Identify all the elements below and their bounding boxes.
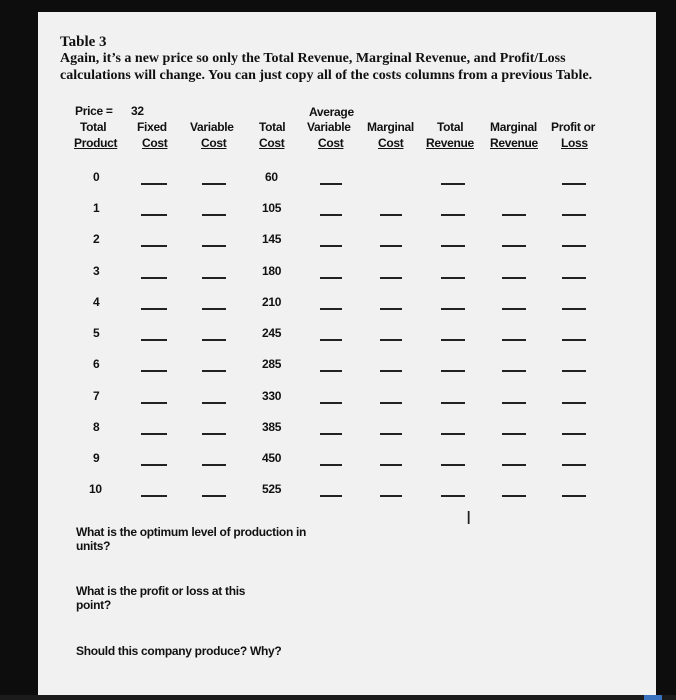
blank-answer-line-variable[interactable] bbox=[202, 308, 226, 310]
blank-answer-line-variable[interactable] bbox=[202, 339, 226, 341]
header-line: Average bbox=[309, 105, 354, 119]
blank-answer-line-avc[interactable] bbox=[320, 245, 342, 247]
question-profit-or-loss: What is the profit or loss at this point? bbox=[76, 584, 246, 612]
header-line: Total bbox=[437, 120, 464, 134]
total-product-cell: 5 bbox=[93, 326, 100, 340]
header-line: Product bbox=[74, 136, 118, 150]
total-cost-cell: 105 bbox=[262, 201, 282, 215]
taskbar-strip bbox=[0, 695, 676, 700]
header-line: Cost bbox=[142, 136, 168, 150]
blank-answer-line-tr[interactable] bbox=[441, 308, 465, 310]
blank-answer-line-pl[interactable] bbox=[562, 183, 586, 185]
blank-answer-line-tr[interactable] bbox=[441, 495, 465, 497]
blank-answer-line-avc[interactable] bbox=[320, 277, 342, 279]
blank-answer-line-avc[interactable] bbox=[320, 339, 342, 341]
blank-answer-line-pl[interactable] bbox=[562, 277, 586, 279]
total-product-cell: 3 bbox=[93, 264, 100, 278]
blank-answer-line-avc[interactable] bbox=[320, 402, 342, 404]
total-cost-cell: 285 bbox=[262, 357, 282, 371]
blank-answer-line-fixed[interactable] bbox=[141, 495, 167, 497]
blank-answer-line-fixed[interactable] bbox=[141, 214, 167, 216]
blank-answer-line-avc[interactable] bbox=[320, 183, 342, 185]
table-title: Table 3 bbox=[60, 34, 107, 50]
blank-answer-line-mr[interactable] bbox=[502, 495, 526, 497]
header-line: Cost bbox=[259, 136, 285, 150]
blank-answer-line-variable[interactable] bbox=[202, 277, 226, 279]
header-line: Variable bbox=[307, 120, 351, 134]
blank-answer-line-pl[interactable] bbox=[562, 433, 586, 435]
total-cost-cell: 145 bbox=[262, 232, 282, 246]
blank-answer-line-mr[interactable] bbox=[502, 214, 526, 216]
blank-answer-line-pl[interactable] bbox=[562, 214, 586, 216]
blank-answer-line-variable[interactable] bbox=[202, 402, 226, 404]
blank-answer-line-fixed[interactable] bbox=[141, 308, 167, 310]
blank-answer-line-mc[interactable] bbox=[380, 339, 402, 341]
total-product-cell: 7 bbox=[93, 389, 100, 403]
price-value: 32 bbox=[131, 104, 144, 118]
total-product-cell: 8 bbox=[93, 420, 100, 434]
blank-answer-line-tr[interactable] bbox=[441, 339, 465, 341]
header-line: Cost bbox=[318, 136, 344, 150]
blank-answer-line-mc[interactable] bbox=[380, 277, 402, 279]
blank-answer-line-fixed[interactable] bbox=[141, 277, 167, 279]
header-line: Marginal bbox=[367, 120, 414, 134]
header-line: Marginal bbox=[490, 120, 537, 134]
blank-answer-line-mr[interactable] bbox=[502, 308, 526, 310]
total-cost-cell: 525 bbox=[262, 482, 282, 496]
blank-answer-line-variable[interactable] bbox=[202, 245, 226, 247]
total-cost-cell: 180 bbox=[262, 264, 282, 278]
blank-answer-line-variable[interactable] bbox=[202, 370, 226, 372]
blank-answer-line-tr[interactable] bbox=[441, 402, 465, 404]
header-line: Loss bbox=[561, 136, 588, 150]
total-product-cell: 6 bbox=[93, 357, 100, 371]
total-cost-cell: 385 bbox=[262, 420, 282, 434]
header-line: Revenue bbox=[490, 136, 538, 150]
blank-answer-line-avc[interactable] bbox=[320, 495, 342, 497]
blank-answer-line-mc[interactable] bbox=[380, 308, 402, 310]
blank-answer-line-mr[interactable] bbox=[502, 464, 526, 466]
blank-answer-line-tr[interactable] bbox=[441, 245, 465, 247]
blank-answer-line-tr[interactable] bbox=[441, 370, 465, 372]
blank-answer-line-variable[interactable] bbox=[202, 464, 226, 466]
header-line: Cost bbox=[201, 136, 227, 150]
header-line: Total bbox=[259, 120, 286, 134]
blank-answer-line-mr[interactable] bbox=[502, 245, 526, 247]
total-product-cell: 10 bbox=[89, 482, 102, 496]
total-cost-cell: 450 bbox=[262, 451, 282, 465]
total-cost-cell: 245 bbox=[262, 326, 282, 340]
blank-answer-line-pl[interactable] bbox=[562, 245, 586, 247]
blank-answer-line-avc[interactable] bbox=[320, 370, 342, 372]
header-line: Cost bbox=[378, 136, 404, 150]
header-line: Fixed bbox=[137, 120, 167, 134]
blank-answer-line-avc[interactable] bbox=[320, 308, 342, 310]
header-line: Revenue bbox=[426, 136, 474, 150]
total-product-cell: 1 bbox=[93, 201, 100, 215]
blank-answer-line-fixed[interactable] bbox=[141, 245, 167, 247]
blank-answer-line-mc[interactable] bbox=[380, 245, 402, 247]
blank-answer-line-tr[interactable] bbox=[441, 433, 465, 435]
blank-answer-line-fixed[interactable] bbox=[141, 464, 167, 466]
blank-answer-line-mc[interactable] bbox=[380, 464, 402, 466]
blank-answer-line-avc[interactable] bbox=[320, 214, 342, 216]
table-instructions: Again, it’s a new price so only the Total Revenue, Marginal Revenue, and Profit/Loss calculations will change. You can just copy all of the costs columns from a previous Table. bbox=[60, 51, 593, 83]
blank-answer-line-mr[interactable] bbox=[502, 339, 526, 341]
blank-answer-line-fixed[interactable] bbox=[141, 370, 167, 372]
blank-answer-line-mr[interactable] bbox=[502, 370, 526, 372]
question-should-produce: Should this company produce? Why? bbox=[76, 644, 282, 658]
total-cost-cell: 210 bbox=[262, 295, 282, 309]
blank-answer-line-tr[interactable] bbox=[441, 464, 465, 466]
taskbar-indicator-icon bbox=[644, 695, 662, 700]
total-product-cell: 4 bbox=[93, 295, 100, 309]
text-cursor-icon: I bbox=[466, 508, 472, 529]
blank-answer-line-tr[interactable] bbox=[441, 277, 465, 279]
blank-answer-line-pl[interactable] bbox=[562, 339, 586, 341]
blank-answer-line-mc[interactable] bbox=[380, 402, 402, 404]
header-line: Variable bbox=[190, 120, 234, 134]
blank-answer-line-mc[interactable] bbox=[380, 433, 402, 435]
total-product-cell: 2 bbox=[93, 232, 100, 246]
blank-answer-line-tr[interactable] bbox=[441, 183, 465, 185]
blank-answer-line-mr[interactable] bbox=[502, 433, 526, 435]
blank-answer-line-tr[interactable] bbox=[441, 214, 465, 216]
blank-answer-line-avc[interactable] bbox=[320, 433, 342, 435]
header-line: Total bbox=[80, 120, 107, 134]
blank-answer-line-mc[interactable] bbox=[380, 214, 402, 216]
blank-answer-line-mr[interactable] bbox=[502, 277, 526, 279]
blank-answer-line-pl[interactable] bbox=[562, 308, 586, 310]
total-product-cell: 0 bbox=[93, 170, 100, 184]
blank-answer-line-variable[interactable] bbox=[202, 214, 226, 216]
blank-answer-line-fixed[interactable] bbox=[141, 402, 167, 404]
blank-answer-line-pl[interactable] bbox=[562, 370, 586, 372]
blank-answer-line-mr[interactable] bbox=[502, 402, 526, 404]
blank-answer-line-fixed[interactable] bbox=[141, 433, 167, 435]
blank-answer-line-variable[interactable] bbox=[202, 433, 226, 435]
total-cost-cell: 60 bbox=[265, 170, 278, 184]
blank-answer-line-pl[interactable] bbox=[562, 495, 586, 497]
price-label: Price = bbox=[75, 104, 113, 118]
blank-answer-line-fixed[interactable] bbox=[141, 183, 167, 185]
blank-answer-line-avc[interactable] bbox=[320, 464, 342, 466]
question-optimum-level: What is the optimum level of production in units? bbox=[76, 525, 307, 553]
total-cost-cell: 330 bbox=[262, 389, 282, 403]
blank-answer-line-pl[interactable] bbox=[562, 464, 586, 466]
total-product-cell: 9 bbox=[93, 451, 100, 465]
blank-answer-line-fixed[interactable] bbox=[141, 339, 167, 341]
blank-answer-line-variable[interactable] bbox=[202, 495, 226, 497]
blank-answer-line-pl[interactable] bbox=[562, 402, 586, 404]
blank-answer-line-mc[interactable] bbox=[380, 370, 402, 372]
header-line: Profit or bbox=[551, 120, 595, 134]
blank-answer-line-variable[interactable] bbox=[202, 183, 226, 185]
blank-answer-line-mc[interactable] bbox=[380, 495, 402, 497]
